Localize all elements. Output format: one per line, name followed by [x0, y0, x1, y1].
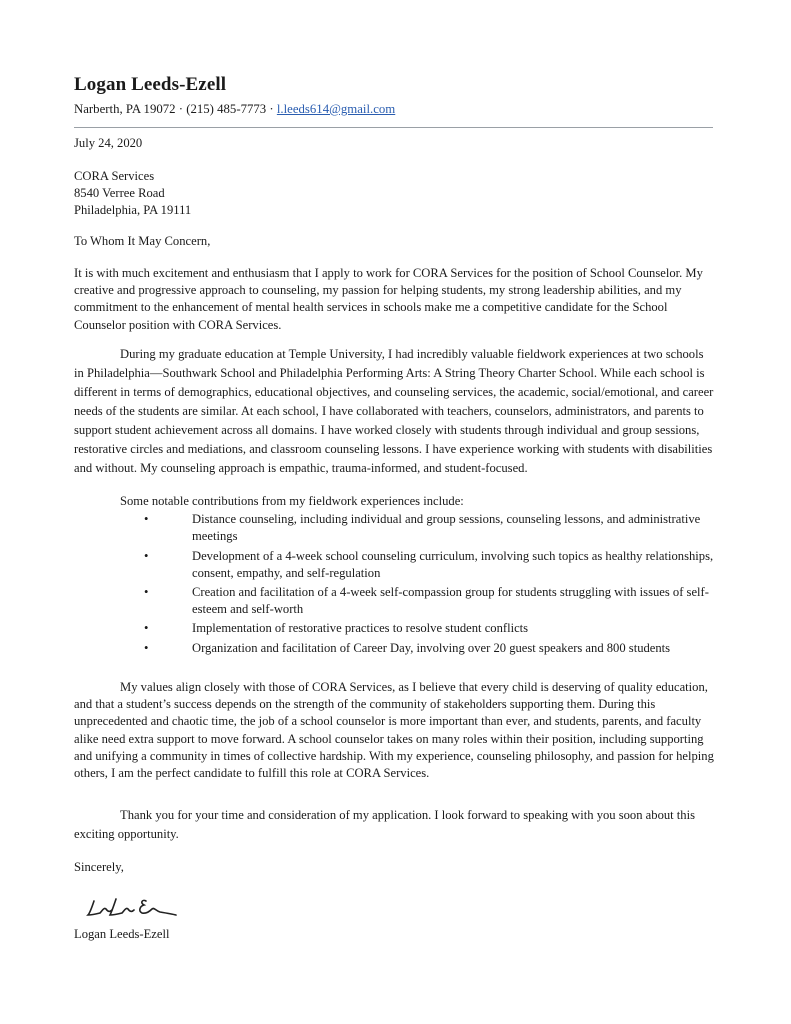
bullet-icon: • [144, 640, 149, 655]
sender-name: Logan Leeds-Ezell [74, 74, 227, 95]
paragraph-values: My values align closely with those of CORA Services, as I believe that every child is deserving of quality education, and that a student’s success depends on the strength of the community of stakeholders supporting them. During this unprecedented and chaotic time, the job of a school counselor is more important than ever, and students, parents, and faculty alike need extra support to move forward. A school counselor takes on many roles within their position, including supporting and unifying a community in times of collective hardship. With my experience, counseling philosophy, and passion for helping others, I am the perfect candidate to fulfill this role at CORA Services. [74, 680, 714, 781]
signer-name: Logan Leeds-Ezell [74, 927, 170, 941]
sender-contact-line [74, 101, 395, 118]
bullet-icon: • [144, 512, 149, 527]
separator: · [266, 102, 277, 116]
list-item: • Organization and facilitation of Career Day, involving over 20 guest speakers and 800 students [120, 640, 714, 657]
list-item: • Creation and facilitation of a 4-week self-compassion group for students struggling with issues of self-esteem and self-worth [120, 584, 714, 618]
list-item: • Distance counseling, including individual and group sessions, counseling lessons, and administrative meetings [120, 511, 714, 545]
contributions-list [120, 511, 714, 657]
bullet-icon: • [144, 548, 149, 563]
bullet-icon: • [144, 621, 149, 636]
paragraph-intro: It is with much excitement and enthusiasm that I apply to work for CORA Services for the position of School Counselor. My creative and progressive approach to counseling, my passion for helping students, my strong leadership abilities, and my commitment to the enhancement of mental health services in schools make me a competitive candidate for the School Counselor position with CORA Services. [74, 266, 703, 332]
contributions-intro: Some notable contributions from my fieldwork experiences include: [120, 494, 464, 508]
contributions-section [74, 493, 714, 659]
signature-icon [86, 893, 178, 928]
list-item: • Development of a 4-week school counseling curriculum, involving such topics as healthy relationships, consent, empathy, and self-regulation [120, 548, 714, 582]
salutation: To Whom It May Concern, [74, 234, 211, 248]
sender-email-link[interactable]: l.leeds614@gmail.com [276, 102, 396, 116]
sender-location: Narberth, PA 19072 [74, 102, 176, 116]
header-divider [74, 127, 713, 128]
letter-date: July 24, 2020 [74, 136, 143, 150]
recipient-city: Philadelphia, PA 19111 [74, 203, 192, 218]
closing: Sincerely, [74, 860, 124, 874]
recipient-address [74, 168, 714, 220]
sender-phone: (215) 485-7773 [186, 102, 267, 116]
paragraph-education: During my graduate education at Temple University, I had incredibly valuable fieldwork experiences at two schools in Philadelphia—Southwark School and Philadelphia Performing Arts: A String Theory Charter School. While each school is different in terms of demographics, educational objectives, and counseling services, the academic, social/emotional, and career needs of the students are similar. At each school, I have collaborated with teachers, counselors, administrators, and parents to support student achievement across all domains. I have worked closely with students through individual and group sessions, restorative circles and mediations, and classroom counseling lessons. I have experience working with students with disabilities and without. My counseling approach is empathic, trauma-informed, and student-focused. [74, 347, 714, 475]
separator: · [175, 102, 187, 116]
bullet-icon: • [144, 584, 149, 599]
list-item: • Implementation of restorative practices to resolve student conflicts [120, 620, 714, 637]
paragraph-thanks: Thank you for your time and consideration of my application. I look forward to speaking with you soon about this exciting opportunity. [74, 808, 696, 841]
recipient-company: CORA Services [74, 169, 155, 183]
recipient-street: 8540 Verree Road [74, 186, 165, 201]
